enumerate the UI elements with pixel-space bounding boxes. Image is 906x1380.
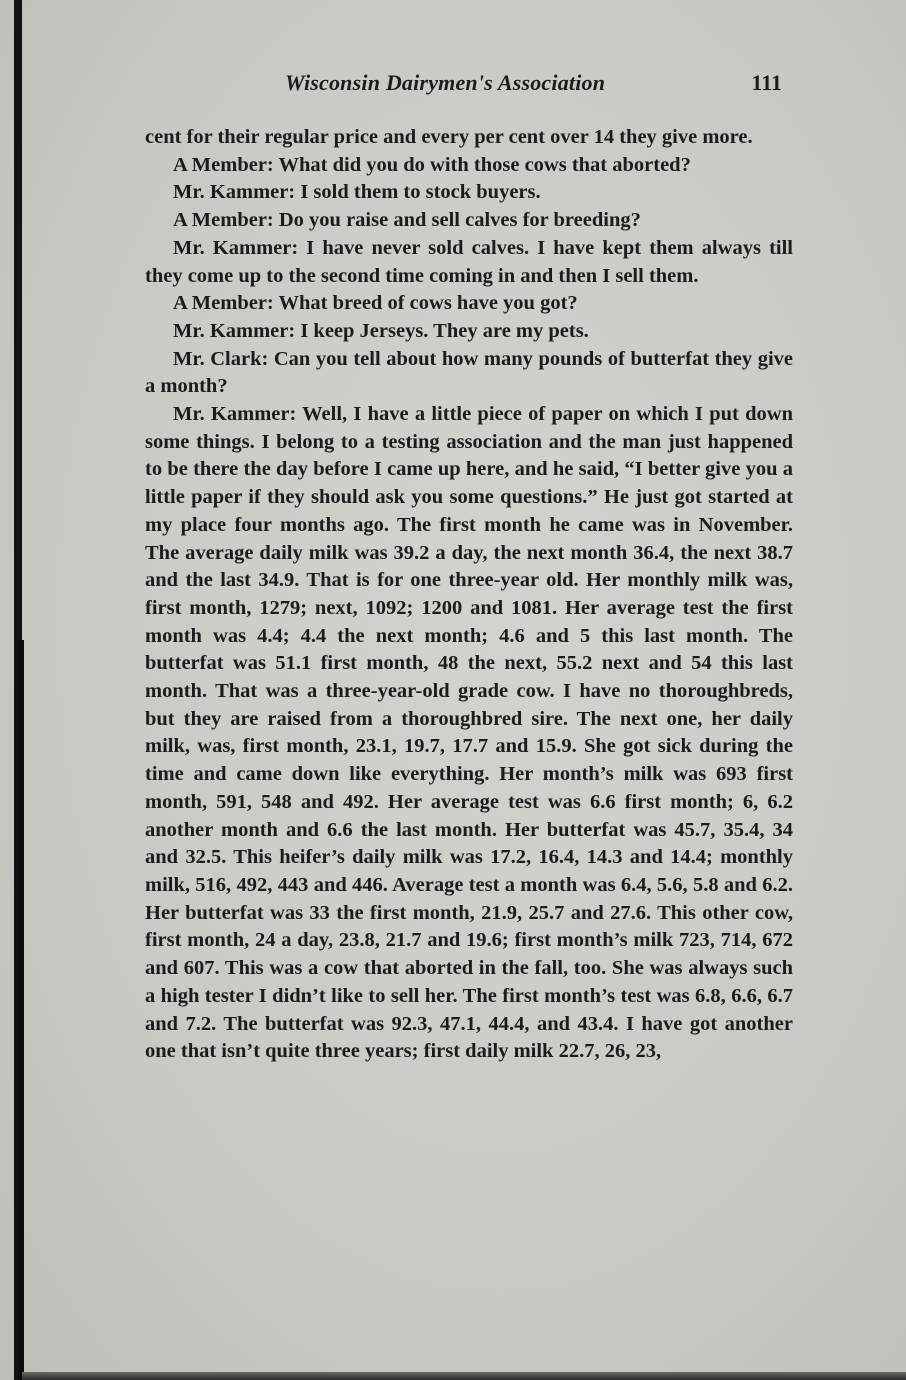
paragraph-member-question-aborted: A Member: What did you do with those cows that aborted? [173, 153, 691, 176]
running-head-title: Wisconsin Dairymen's Association [285, 70, 606, 95]
paragraph-member-question-calves: A Member: Do you raise and sell calves for breeding? [173, 209, 641, 232]
page-number: 111 [751, 70, 782, 95]
paragraph-kammer-jerseys: Mr. Kammer: I keep Jerseys. They are my pets. [173, 319, 589, 342]
paragraph-clark-question: Mr. Clark: Can you tell about how many pounds of butterfat they give a month? [145, 347, 793, 398]
running-head [145, 70, 790, 102]
paragraph-continued: cent for their regular price and every per cent over 14 they give more. [145, 126, 753, 148]
paragraph-kammer-records: Mr. Kammer: Well, I have a little piece of paper on which I put down some things. I belong to a testing association and the man just happened to be there the day before I came up here, and he said, “I better give you a little paper if they should ask you some questions.” He just got started at my place four months ago. The first month he came was in November. The average daily milk was 39.2 a day, the next month 36.4, the next 38.7 and the last 34.9. That is for one three-year old. Her monthly milk was, first month, 1279; next, 1092; 1200 and 1081. Her average test the first month was 4.4; 4.4 the next month; 4.6 and 5 this last month. The butterfat was 51.1 first month, 48 the next, 55.2 next and 54 this last month. That was a three-year-old grade cow. I have no thoroughbreds, but they are raised from a thoroughbred sire. The next one, her daily milk, was, first month, 23.1, 19.7, 17.7 and 15.9. She got sick during the time and came down like everything. Her month’s milk was 693 first month, 591, 548 and 492. Her average test was 6.6 first month; 6, 6.2 another month and 6.6 the last month. Her butterfat was 45.7, 35.4, 34 and 32.5. This heifer’s daily milk was 17.2, 16.4, 14.3 and 14.4; monthly milk, 516, 492, 443 and 446. Average test a month was 6.4, 5.6, 5.8 and 6.2. Her butterfat was 33 the first month, 21.9, 25.7 and 27.6. This other cow, first month, 24 a day, 23.8, 21.7 and 19.6; first month’s milk 723, 714, 672 and 607. This was a cow that aborted in the fall, too. She was always such a high tester I didn’t like to sell her. The first month’s test was 6.8, 6.6, 6.7 and 7.2. The butterfat was 92.3, 47.1, 44.4, and 43.4. I have got another one that isn’t quite three years; first daily milk 22.7, 26, 23, [145, 403, 793, 1063]
paragraph-kammer-sold: Mr. Kammer: I sold them to stock buyers. [173, 181, 541, 204]
paragraph-kammer-calves: Mr. Kammer: I have never sold calves. I have kept them always till they come up to the second time coming in and then I sell them. [145, 236, 793, 287]
paragraph-member-question-breed: A Member: What breed of cows have you got? [173, 292, 578, 315]
binding-shadow [18, 640, 24, 1380]
body-text [145, 124, 793, 1066]
page-bottom-edge [22, 1372, 906, 1380]
